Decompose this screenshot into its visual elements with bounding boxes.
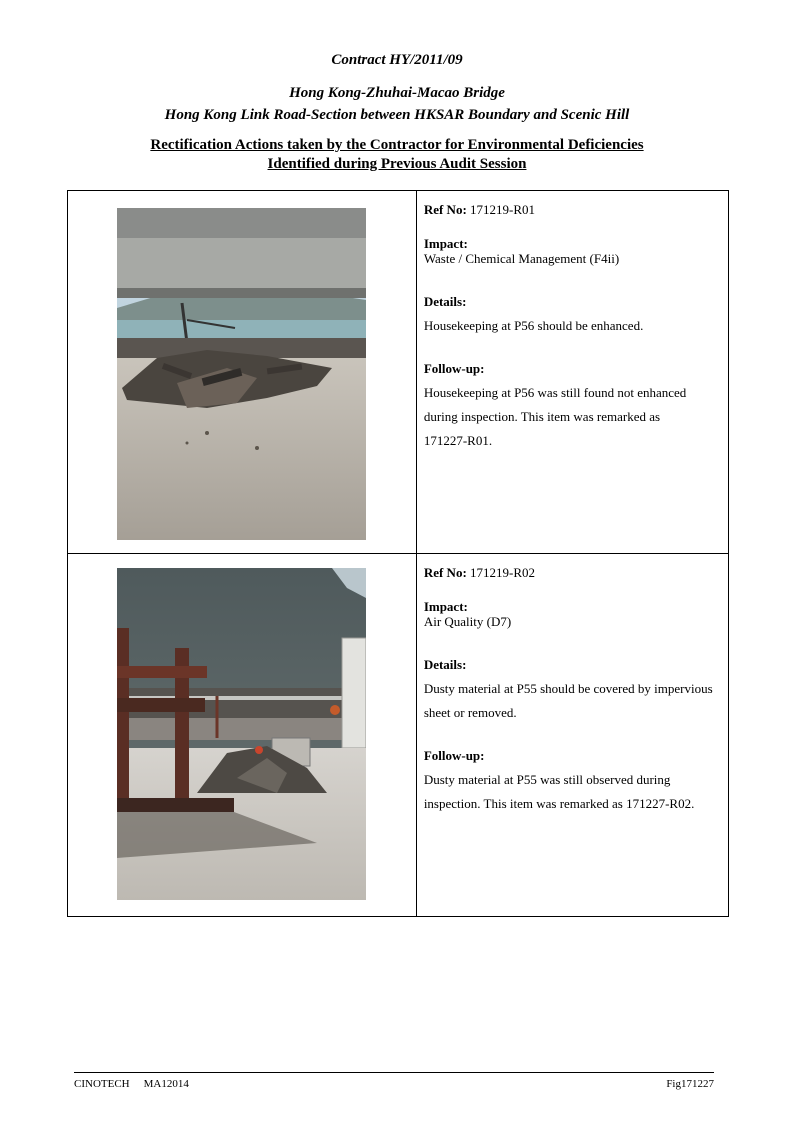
ref-value: 171219-R02 (470, 565, 536, 580)
footer-company: CINOTECH (74, 1078, 130, 1090)
site-photo-p55 (117, 568, 366, 900)
details-value: Housekeeping at P56 should be enhanced. (423, 318, 644, 333)
ref-value: 171219-R01 (470, 202, 536, 217)
impact-value: Air Quality (D7) (423, 614, 512, 629)
details-line: Dusty material at P55 should be covered by impervious (423, 681, 713, 696)
followup-label: Follow-up: (423, 748, 485, 763)
footer-figure-number: Fig171227 (666, 1078, 714, 1090)
ref-no (424, 202, 721, 217)
page-heading-line2: Identified during Previous Audit Session (267, 156, 527, 172)
ref-no (424, 565, 721, 580)
record-details-cell (416, 554, 728, 917)
photo-cell (68, 554, 417, 917)
followup-line: inspection. This item was remarked as 171227-R02. (423, 796, 695, 811)
footer-doc-number: MA12014 (143, 1078, 189, 1090)
followup-line: during inspection. This item was remarked as (423, 409, 661, 424)
record-details-cell (416, 191, 728, 554)
ref-label: Ref No: (423, 202, 467, 217)
impact-label: Impact: (423, 236, 468, 251)
followup-line: Dusty material at P55 was still observed during (423, 772, 671, 787)
table-row (68, 191, 729, 554)
footer-divider (74, 1072, 714, 1073)
page-heading-line1: Rectification Actions taken by the Contractor for Environmental Deficiencies (150, 137, 644, 153)
details-label: Details: (423, 657, 467, 672)
details-label: Details: (423, 294, 467, 309)
site-photo-p56 (117, 208, 366, 540)
footer-left (74, 1078, 203, 1090)
followup-line: 171227-R01. (423, 433, 493, 448)
impact-label: Impact: (423, 599, 468, 614)
project-section: Hong Kong Link Road-Section between HKSAR Boundary and Scenic Hill (164, 107, 630, 123)
table-row (68, 554, 729, 917)
contract-number: Contract HY/2011/09 (331, 52, 463, 68)
followup-line: Housekeeping at P56 was still found not enhanced (423, 385, 687, 400)
followup-label: Follow-up: (423, 361, 485, 376)
ref-label: Ref No: (423, 565, 467, 580)
photo-cell (68, 191, 417, 554)
audit-table (67, 190, 729, 917)
impact-value: Waste / Chemical Management (F4ii) (423, 251, 620, 266)
details-line: sheet or removed. (423, 705, 517, 720)
project-title: Hong Kong-Zhuhai-Macao Bridge (289, 85, 505, 101)
